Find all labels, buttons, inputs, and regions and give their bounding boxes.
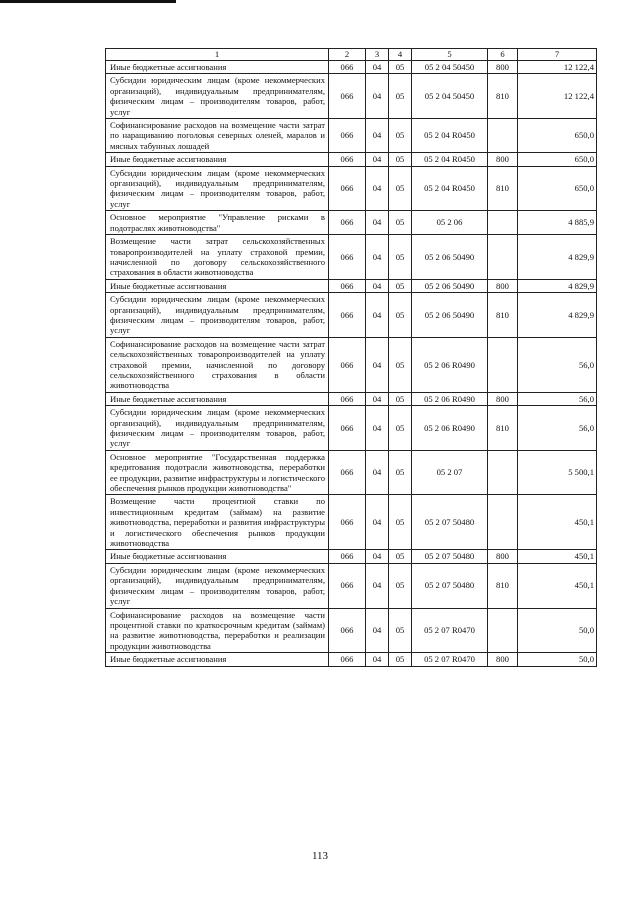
- row-section: 04: [366, 392, 389, 405]
- row-expense-type: [488, 337, 518, 392]
- header-cell-5: 5: [412, 49, 488, 61]
- row-admin-code: 066: [329, 450, 366, 495]
- row-amount: 56,0: [518, 337, 597, 392]
- budget-table-container: [105, 48, 596, 667]
- row-subsection: 05: [389, 293, 412, 338]
- row-section: 04: [366, 563, 389, 608]
- row-admin-code: 066: [329, 550, 366, 563]
- row-description: Возмещение части затрат сельскохозяйственных товаропроизводителей на уплату страховой премии, начисленной по договору сельскохозяйственного страхования в области животноводства: [106, 235, 329, 280]
- row-subsection: 05: [389, 337, 412, 392]
- row-target-article: 05 2 07 50480: [412, 550, 488, 563]
- row-target-article: 05 2 07 50480: [412, 495, 488, 550]
- row-expense-type: 800: [488, 550, 518, 563]
- row-expense-type: [488, 450, 518, 495]
- header-cell-7: 7: [518, 49, 597, 61]
- row-subsection: 05: [389, 279, 412, 292]
- row-subsection: 05: [389, 450, 412, 495]
- row-subsection: 05: [389, 119, 412, 153]
- table-row: [106, 235, 597, 280]
- row-subsection: 05: [389, 653, 412, 666]
- table-row: [106, 337, 597, 392]
- row-description: Софинансирование расходов на возмещение части затрат сельскохозяйственных товаропроизводителей на уплату страховой премии, начисленной по договору сельскохозяйственного страхования в области животноводства: [106, 337, 329, 392]
- row-expense-type: 810: [488, 74, 518, 119]
- row-expense-type: [488, 211, 518, 235]
- row-section: 04: [366, 211, 389, 235]
- top-rule: [0, 0, 176, 3]
- row-target-article: 05 2 04 50450: [412, 74, 488, 119]
- row-subsection: 05: [389, 235, 412, 280]
- row-description: Софинансирование расходов на возмещение части процентной ставки по краткосрочным кредитам (займам) на развитие животноводства, переработки и реализации продукции животноводства: [106, 608, 329, 653]
- row-subsection: 05: [389, 392, 412, 405]
- row-target-article: 05 2 07: [412, 450, 488, 495]
- header-cell-4: 4: [389, 49, 412, 61]
- row-target-article: 05 2 04 50450: [412, 61, 488, 74]
- row-section: 04: [366, 337, 389, 392]
- row-target-article: 05 2 06 R0490: [412, 392, 488, 405]
- table-row: [106, 550, 597, 563]
- row-target-article: 05 2 06 R0490: [412, 406, 488, 451]
- row-admin-code: 066: [329, 337, 366, 392]
- row-amount: 4 829,9: [518, 235, 597, 280]
- row-target-article: 05 2 07 50480: [412, 563, 488, 608]
- row-expense-type: 810: [488, 406, 518, 451]
- table-row: [106, 563, 597, 608]
- row-section: 04: [366, 653, 389, 666]
- row-description: Софинансирование расходов на возмещение части затрат по наращиванию поголовья северных оленей, маралов и мясных табунных лошадей: [106, 119, 329, 153]
- row-expense-type: [488, 608, 518, 653]
- row-target-article: 05 2 06 R0490: [412, 337, 488, 392]
- row-amount: 650,0: [518, 153, 597, 166]
- row-section: 04: [366, 293, 389, 338]
- row-subsection: 05: [389, 166, 412, 211]
- row-subsection: 05: [389, 61, 412, 74]
- budget-table: [105, 48, 597, 667]
- row-subsection: 05: [389, 563, 412, 608]
- row-description: Субсидии юридическим лицам (кроме некоммерческих организаций), индивидуальным предпринимателям, физическим лицам – производителям товаров, работ, услуг: [106, 166, 329, 211]
- row-amount: 56,0: [518, 392, 597, 405]
- row-admin-code: 066: [329, 74, 366, 119]
- row-subsection: 05: [389, 550, 412, 563]
- row-amount: 50,0: [518, 653, 597, 666]
- row-description: Иные бюджетные ассигнования: [106, 153, 329, 166]
- row-expense-type: 800: [488, 653, 518, 666]
- table-row: [106, 119, 597, 153]
- row-admin-code: 066: [329, 153, 366, 166]
- row-description: Субсидии юридическим лицам (кроме некоммерческих организаций), индивидуальным предпринимателям, физическим лицам – производителям товаров, работ, услуг: [106, 563, 329, 608]
- table-row: [106, 74, 597, 119]
- row-description: Иные бюджетные ассигнования: [106, 61, 329, 74]
- row-amount: 450,1: [518, 495, 597, 550]
- row-subsection: 05: [389, 495, 412, 550]
- table-row: [106, 392, 597, 405]
- row-admin-code: 066: [329, 119, 366, 153]
- row-description: Иные бюджетные ассигнования: [106, 653, 329, 666]
- row-subsection: 05: [389, 608, 412, 653]
- row-description: Субсидии юридическим лицам (кроме некоммерческих организаций), индивидуальным предпринимателям, физическим лицам – производителям товаров, работ, услуг: [106, 74, 329, 119]
- row-target-article: 05 2 04 R0450: [412, 153, 488, 166]
- row-expense-type: 810: [488, 563, 518, 608]
- row-subsection: 05: [389, 211, 412, 235]
- table-header-row: [106, 49, 597, 61]
- table-row: [106, 653, 597, 666]
- row-admin-code: 066: [329, 293, 366, 338]
- table-row: [106, 293, 597, 338]
- header-cell-3: 3: [366, 49, 389, 61]
- header-cell-6: 6: [488, 49, 518, 61]
- row-admin-code: 066: [329, 235, 366, 280]
- row-amount: 4 829,9: [518, 279, 597, 292]
- row-expense-type: 800: [488, 392, 518, 405]
- row-admin-code: 066: [329, 166, 366, 211]
- row-description: Иные бюджетные ассигнования: [106, 279, 329, 292]
- row-expense-type: [488, 495, 518, 550]
- row-amount: 56,0: [518, 406, 597, 451]
- table-body: [106, 49, 597, 667]
- row-section: 04: [366, 74, 389, 119]
- row-subsection: 05: [389, 153, 412, 166]
- row-target-article: 05 2 07 R0470: [412, 608, 488, 653]
- row-expense-type: 800: [488, 61, 518, 74]
- row-amount: 450,1: [518, 563, 597, 608]
- row-section: 04: [366, 279, 389, 292]
- page-number: 113: [311, 850, 329, 862]
- row-target-article: 05 2 06 50490: [412, 279, 488, 292]
- row-amount: 12 122,4: [518, 74, 597, 119]
- row-target-article: 05 2 07 R0470: [412, 653, 488, 666]
- row-expense-type: 800: [488, 279, 518, 292]
- row-amount: 50,0: [518, 608, 597, 653]
- row-expense-type: 810: [488, 166, 518, 211]
- row-subsection: 05: [389, 74, 412, 119]
- table-row: [106, 211, 597, 235]
- row-target-article: 05 2 06: [412, 211, 488, 235]
- row-admin-code: 066: [329, 279, 366, 292]
- row-admin-code: 066: [329, 563, 366, 608]
- row-amount: 5 500,1: [518, 450, 597, 495]
- table-row: [106, 153, 597, 166]
- row-amount: 4 885,9: [518, 211, 597, 235]
- row-section: 04: [366, 119, 389, 153]
- header-cell-1: 1: [106, 49, 329, 61]
- row-admin-code: 066: [329, 495, 366, 550]
- row-section: 04: [366, 450, 389, 495]
- row-admin-code: 066: [329, 406, 366, 451]
- row-section: 04: [366, 235, 389, 280]
- row-description: Возмещение части процентной ставки по инвестиционным кредитам (займам) на развитие животноводства, переработки и развития инфраструктуры и логистического обеспечения рынков продукции животноводства: [106, 495, 329, 550]
- row-admin-code: 066: [329, 608, 366, 653]
- table-row: [106, 166, 597, 211]
- row-expense-type: 800: [488, 153, 518, 166]
- row-section: 04: [366, 153, 389, 166]
- row-target-article: 05 2 04 R0450: [412, 119, 488, 153]
- row-admin-code: 066: [329, 211, 366, 235]
- row-section: 04: [366, 608, 389, 653]
- row-section: 04: [366, 61, 389, 74]
- row-target-article: 05 2 06 50490: [412, 293, 488, 338]
- table-row: [106, 406, 597, 451]
- row-subsection: 05: [389, 406, 412, 451]
- row-section: 04: [366, 406, 389, 451]
- row-admin-code: 066: [329, 61, 366, 74]
- row-expense-type: 810: [488, 293, 518, 338]
- row-amount: 650,0: [518, 166, 597, 211]
- row-expense-type: [488, 235, 518, 280]
- row-amount: 12 122,4: [518, 61, 597, 74]
- row-section: 04: [366, 550, 389, 563]
- row-admin-code: 066: [329, 392, 366, 405]
- table-row: [106, 608, 597, 653]
- header-cell-2: 2: [329, 49, 366, 61]
- row-description: Субсидии юридическим лицам (кроме некоммерческих организаций), индивидуальным предпринимателям, физическим лицам – производителям товаров, работ, услуг: [106, 406, 329, 451]
- row-admin-code: 066: [329, 653, 366, 666]
- row-target-article: 05 2 06 50490: [412, 235, 488, 280]
- row-target-article: 05 2 04 R0450: [412, 166, 488, 211]
- row-description: Иные бюджетные ассигнования: [106, 392, 329, 405]
- row-description: Иные бюджетные ассигнования: [106, 550, 329, 563]
- row-description: Субсидии юридическим лицам (кроме некоммерческих организаций), индивидуальным предпринимателям, физическим лицам – производителям товаров, работ, услуг: [106, 293, 329, 338]
- table-row: [106, 61, 597, 74]
- row-amount: 450,1: [518, 550, 597, 563]
- table-row: [106, 450, 597, 495]
- row-description: Основное мероприятие "Управление рисками в подотраслях животноводства": [106, 211, 329, 235]
- row-amount: 650,0: [518, 119, 597, 153]
- row-section: 04: [366, 166, 389, 211]
- table-row: [106, 495, 597, 550]
- row-expense-type: [488, 119, 518, 153]
- row-section: 04: [366, 495, 389, 550]
- row-description: Основное мероприятие "Государственная поддержка кредитования подотрасли животноводства, переработки ее продукции, развитие инфраструктуры и логистического обеспечения рынков продукции животноводства": [106, 450, 329, 495]
- row-amount: 4 829,9: [518, 293, 597, 338]
- table-row: [106, 279, 597, 292]
